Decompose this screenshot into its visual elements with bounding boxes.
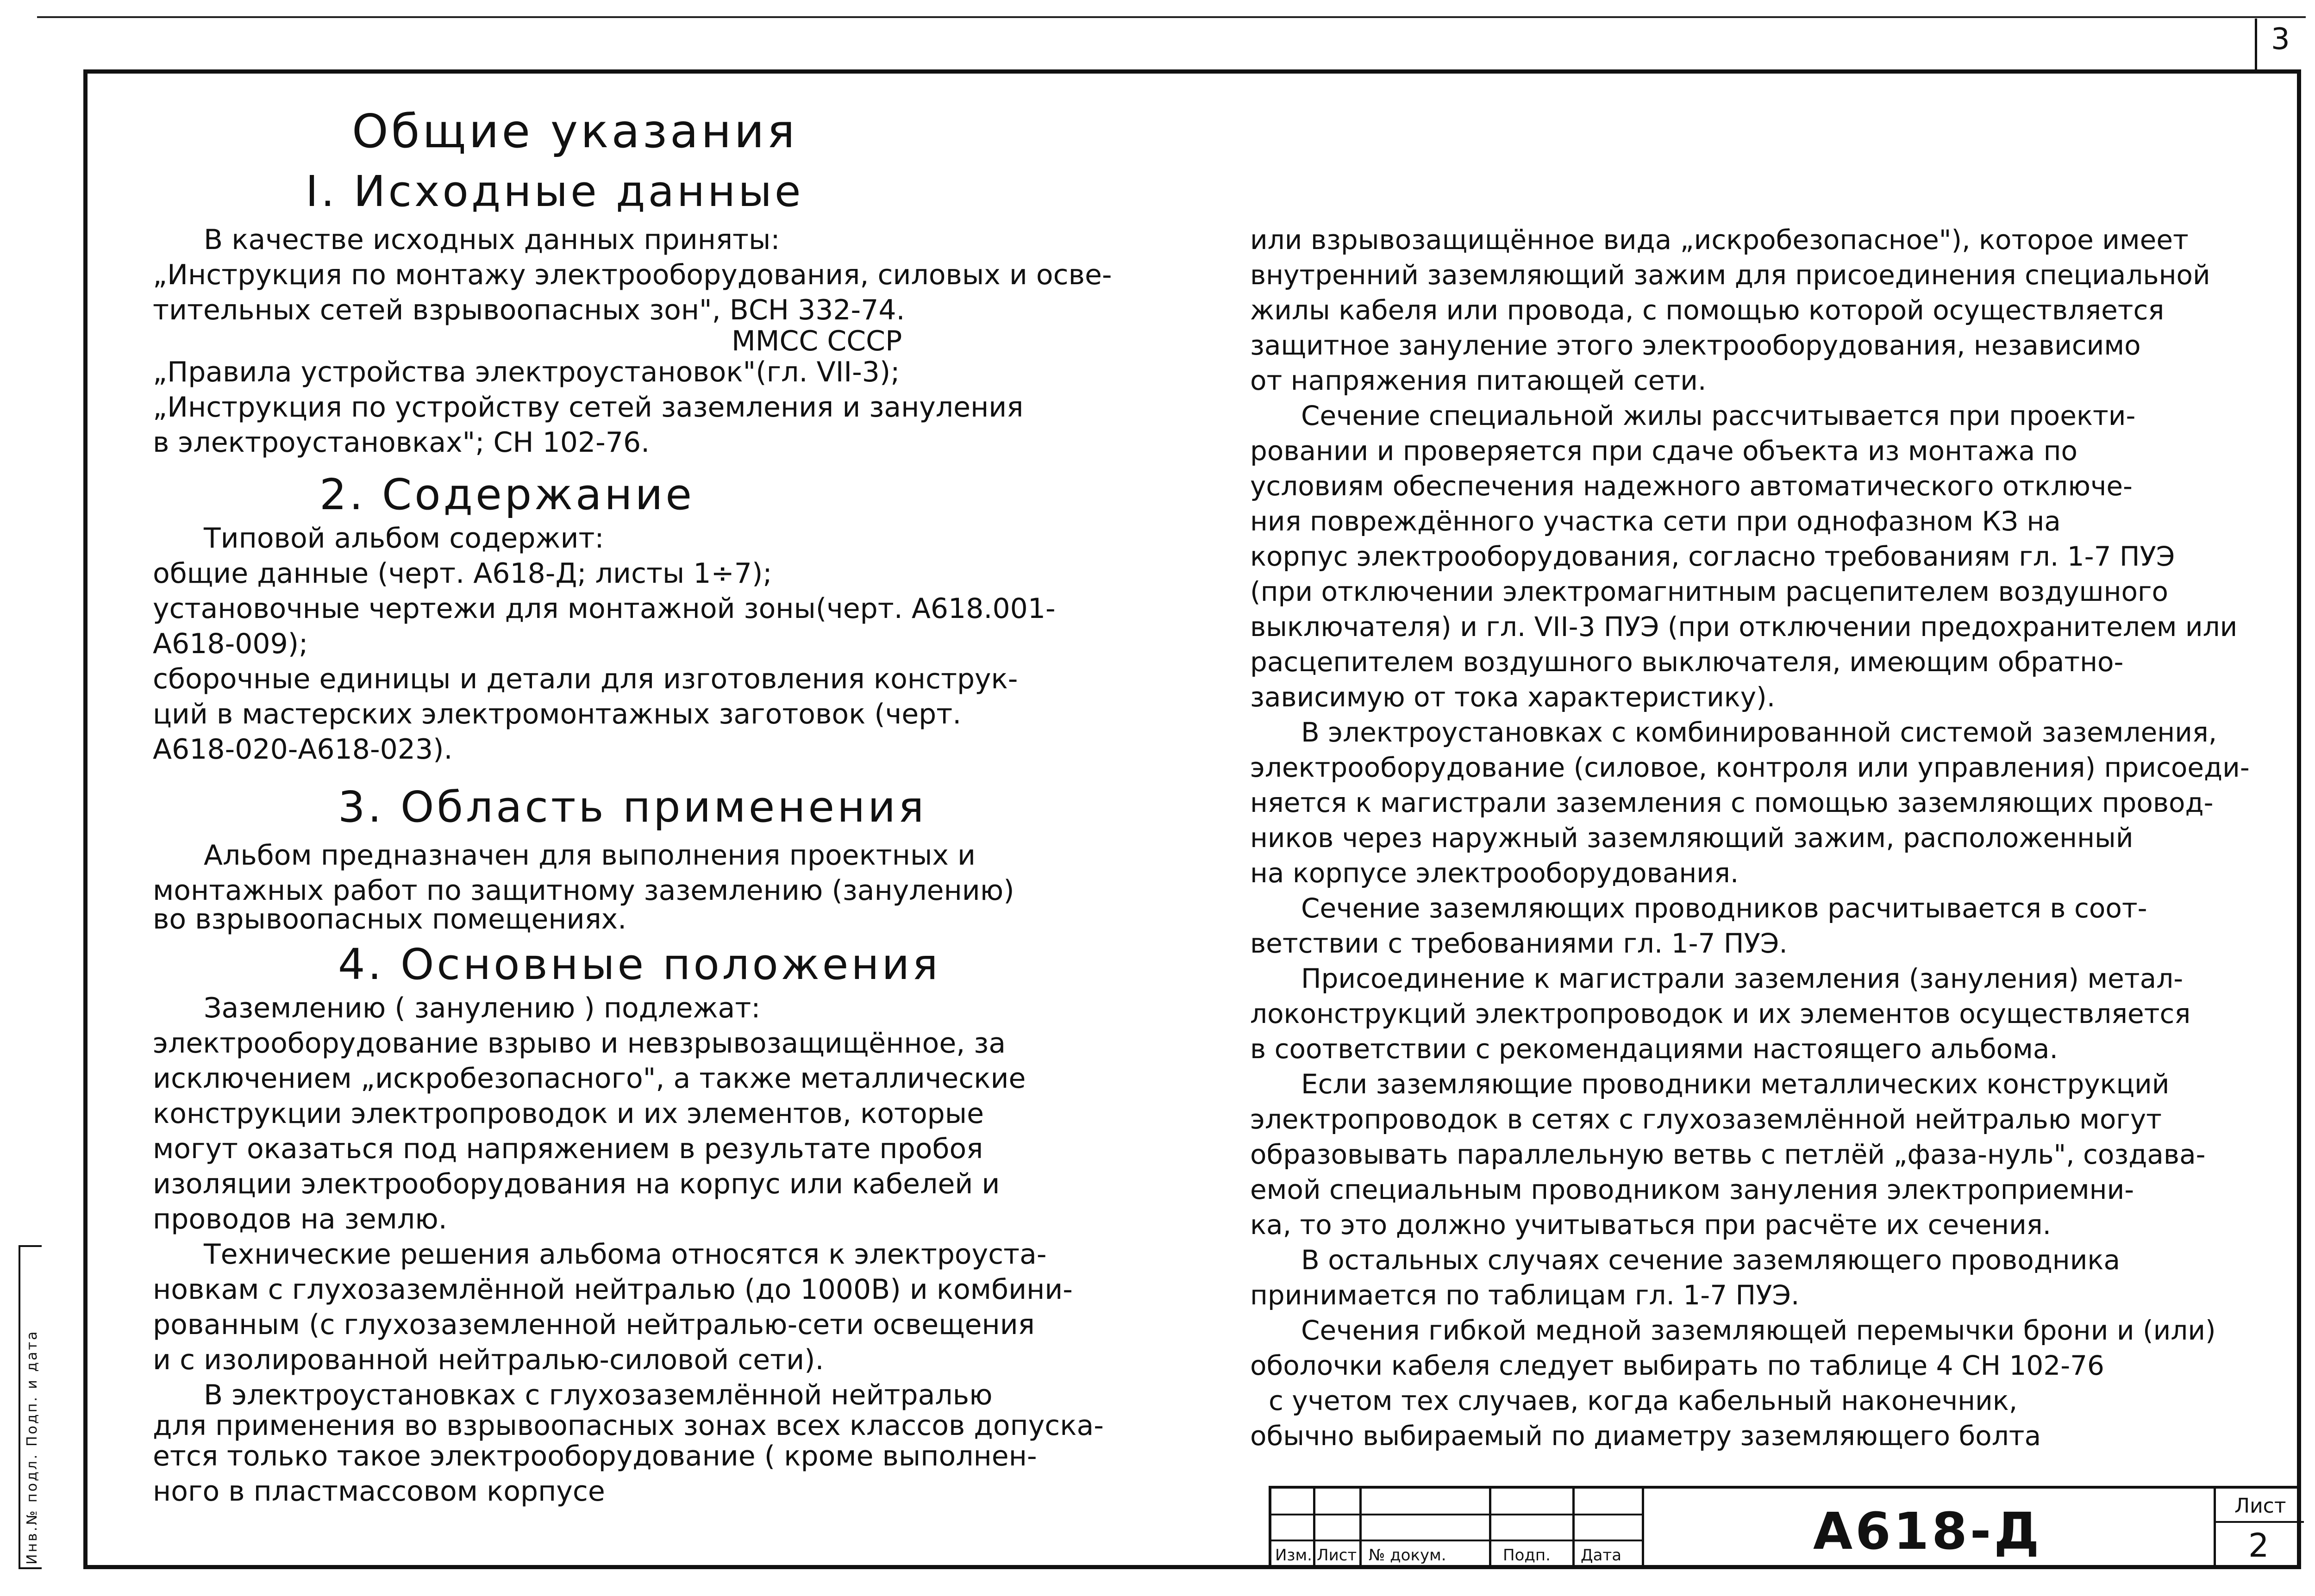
text-line: ного в пластмассовом корпусе [153, 1475, 605, 1508]
text-line: Сечение специальной жилы рассчитывается при проекти- [1301, 400, 2136, 431]
text-line: в электроустановках"; СН 102-76. [153, 426, 650, 459]
grid-line [1313, 1489, 1315, 1569]
text-line: от напряжения питающей сети. [1250, 365, 1707, 396]
text-line: исключением „искробезопасного", а также металлические [153, 1062, 1026, 1095]
text-line: проводов на землю. [153, 1203, 447, 1235]
text-line: В остальных случаях сечение заземляющего проводника [1301, 1244, 2120, 1276]
text-line: выключателя) и гл. VII-3 ПУЭ (при отключении предохранителем или [1250, 611, 2238, 642]
text-line: Присоединение к магистрали заземления (зануления) метал- [1301, 963, 2184, 994]
grid-line [1572, 1489, 1575, 1569]
text-line: обычно выбираемый по диаметру заземляющего болта [1250, 1420, 2041, 1452]
text-line: А618-020-А618-023). [153, 733, 453, 766]
text-line: новкам с глухозаземлённой нейтралью (до 1000В) и комбини- [153, 1273, 1073, 1306]
text-line: конструкции электропроводок и их элементов, которые [153, 1097, 984, 1130]
document-code: А618-Д [1813, 1502, 2042, 1561]
text-line: корпус электрооборудования, согласно требованиям гл. 1-7 ПУЭ [1250, 541, 2175, 572]
text-line: ка, то это должно учитываться при расчёте их сечения. [1250, 1209, 2052, 1241]
section1-text [153, 222, 1112, 460]
grid-line [1359, 1489, 1362, 1569]
top-border-line [37, 16, 2306, 18]
section1-heading: I. Исходные данные [306, 167, 804, 216]
text-line: Типовой альбом содержит: [204, 522, 604, 555]
text-line: Сечение заземляющих проводников расчитывается в соот- [1301, 892, 2147, 924]
text-line: сборочные единицы и детали для изготовления конструк- [153, 663, 1018, 695]
text-line: А618-009); [153, 628, 308, 660]
text-line: с учетом тех случаев, когда кабельный наконечник, [1269, 1385, 2018, 1416]
text-line: ММСС СССР [732, 325, 902, 357]
section2-heading: 2. Содержание [319, 470, 694, 519]
text-line: жилы кабеля или провода, с помощью которой осуществляется [1250, 294, 2165, 326]
section3-heading: 3. Область применения [338, 782, 927, 832]
text-line: электрооборудование взрыво и невзрывозащищённое, за [153, 1027, 1006, 1060]
text-line: в соответствии с рекомендациями настоящего альбома. [1250, 1033, 2058, 1065]
text-line: и с изолированной нейтралью-силовой сети). [153, 1344, 824, 1376]
grid-line [2214, 1521, 2304, 1523]
text-line: расцепителем воздушного выключателя, имеющим обратно- [1250, 646, 2124, 678]
text-line: установочные чертежи для монтажной зоны(черт. А618.001- [153, 592, 1056, 625]
text-line: Альбом предназначен для выполнения проектных и [204, 839, 976, 872]
side-stamp-text: Инв.№ подл. Подп. и дата [24, 1329, 40, 1565]
corner-page-number: 3 [2271, 22, 2290, 56]
text-line: изоляции электрооборудования на корпус или кабелей и [153, 1168, 1000, 1200]
text-line: рованным (с глухозаземленной нейтралью-сети освещения [153, 1309, 1035, 1341]
column-header: Подп. [1503, 1546, 1551, 1565]
column-header: Дата [1581, 1546, 1622, 1565]
column-header: Лист [1317, 1546, 1357, 1565]
text-line: ников через наружный заземляющий зажим, расположенный [1250, 822, 2134, 854]
section4-text [153, 991, 1104, 1509]
text-line: Сечения гибкой медной заземляющей перемычки брони и (или) [1301, 1315, 2216, 1346]
section2-text [153, 521, 1056, 767]
text-line: ветствии с требованиями гл. 1-7 ПУЭ. [1250, 928, 1788, 959]
text-line: тительных сетей взрывоопасных зон", ВСН 332-74. [153, 294, 905, 326]
text-line: няется к магистрали заземления с помощью заземляющих провод- [1250, 787, 2214, 818]
text-line: ется только такое электрооборудование ( кроме выполнен- [153, 1440, 1037, 1472]
section4-heading: 4. Основные положения [338, 940, 941, 989]
text-line: общие данные (черт. А618-Д; листы 1÷7); [153, 557, 772, 590]
text-line: оболочки кабеля следует выбирать по таблице 4 СН 102-76 [1250, 1350, 2104, 1381]
text-line: ровании и проверяется при сдаче объекта из монтажа по [1250, 435, 2077, 467]
title-block [1269, 1486, 2301, 1569]
text-line: могут оказаться под напряжением в результате пробоя [153, 1133, 983, 1165]
text-line: Если заземляющие проводники металлических конструкций [1301, 1068, 2170, 1100]
grid-line [2214, 1489, 2216, 1569]
text-line: условиям обеспечения надежного автоматического отключе- [1250, 470, 2133, 502]
text-line: (при отключении электромагнитным расцепителем воздушного [1250, 576, 2168, 607]
grid-line [1642, 1489, 1644, 1569]
text-line: „Инструкция по устройству сетей заземления и зануления [153, 391, 1024, 424]
text-line: во взрывоопасных помещениях. [153, 903, 627, 935]
column-header: № докум. [1369, 1546, 1446, 1565]
text-line: внутренний заземляющий зажим для присоединения специальной [1250, 259, 2210, 291]
document-title: Общие указания [352, 104, 798, 158]
text-line: Заземлению ( занулению ) подлежат: [204, 992, 761, 1024]
text-line: ния повреждённого участка сети при однофазном КЗ на [1250, 505, 2061, 537]
text-line: образовывать параллельную ветвь с петлёй „фаза-нуль", создава- [1250, 1139, 2206, 1170]
section3-text [153, 838, 1014, 935]
text-line: на корпусе электрооборудования. [1250, 857, 1739, 889]
right-column-text [1250, 222, 2250, 1453]
text-line: или взрывозащищённое вида „искробезопасное"), которое имеет [1250, 224, 2189, 256]
text-line: Технические решения альбома относятся к электроуста- [204, 1238, 1047, 1271]
text-line: локонструкций электропроводок и их элементов осуществляется [1250, 998, 2191, 1029]
text-line: В качестве исходных данных приняты: [204, 224, 780, 256]
text-line: „Инструкция по монтажу электрооборудования, силовых и осве- [153, 259, 1112, 291]
sheet-label: Лист [2234, 1494, 2286, 1518]
sheet-number: 2 [2248, 1527, 2269, 1565]
text-line: емой специальным проводником зануления электроприемни- [1250, 1174, 2134, 1205]
grid-line [1271, 1514, 1642, 1515]
text-line: зависимую от тока характеристику). [1250, 681, 1776, 713]
text-line: электропроводок в сетях с глухозаземлённой нейтралью могут [1250, 1103, 2162, 1135]
text-line: электрооборудование (силовое, контроля или управления) присоеди- [1250, 752, 2250, 783]
text-line: „Правила устройства электроустановок"(гл. VII-3); [153, 356, 900, 388]
text-line: принимается по таблицам гл. 1-7 ПУЭ. [1250, 1279, 1800, 1311]
grid-line [1271, 1540, 1642, 1541]
text-line: монтажных работ по защитному заземлению (занулению) [153, 874, 1014, 907]
text-line: В электроустановках с глухозаземлённой нейтралью [204, 1379, 993, 1411]
text-line: защитное зануление этого электрооборудования, независимо [1250, 330, 2141, 361]
column-header: Изм. [1275, 1546, 1312, 1565]
text-line: В электроустановках с комбинированной системой заземления, [1301, 717, 2217, 748]
text-line: для применения во взрывоопасных зонах всех классов допуска- [153, 1409, 1104, 1442]
text-line: ций в мастерских электромонтажных заготовок (черт. [153, 698, 962, 730]
grid-line [1489, 1489, 1491, 1569]
